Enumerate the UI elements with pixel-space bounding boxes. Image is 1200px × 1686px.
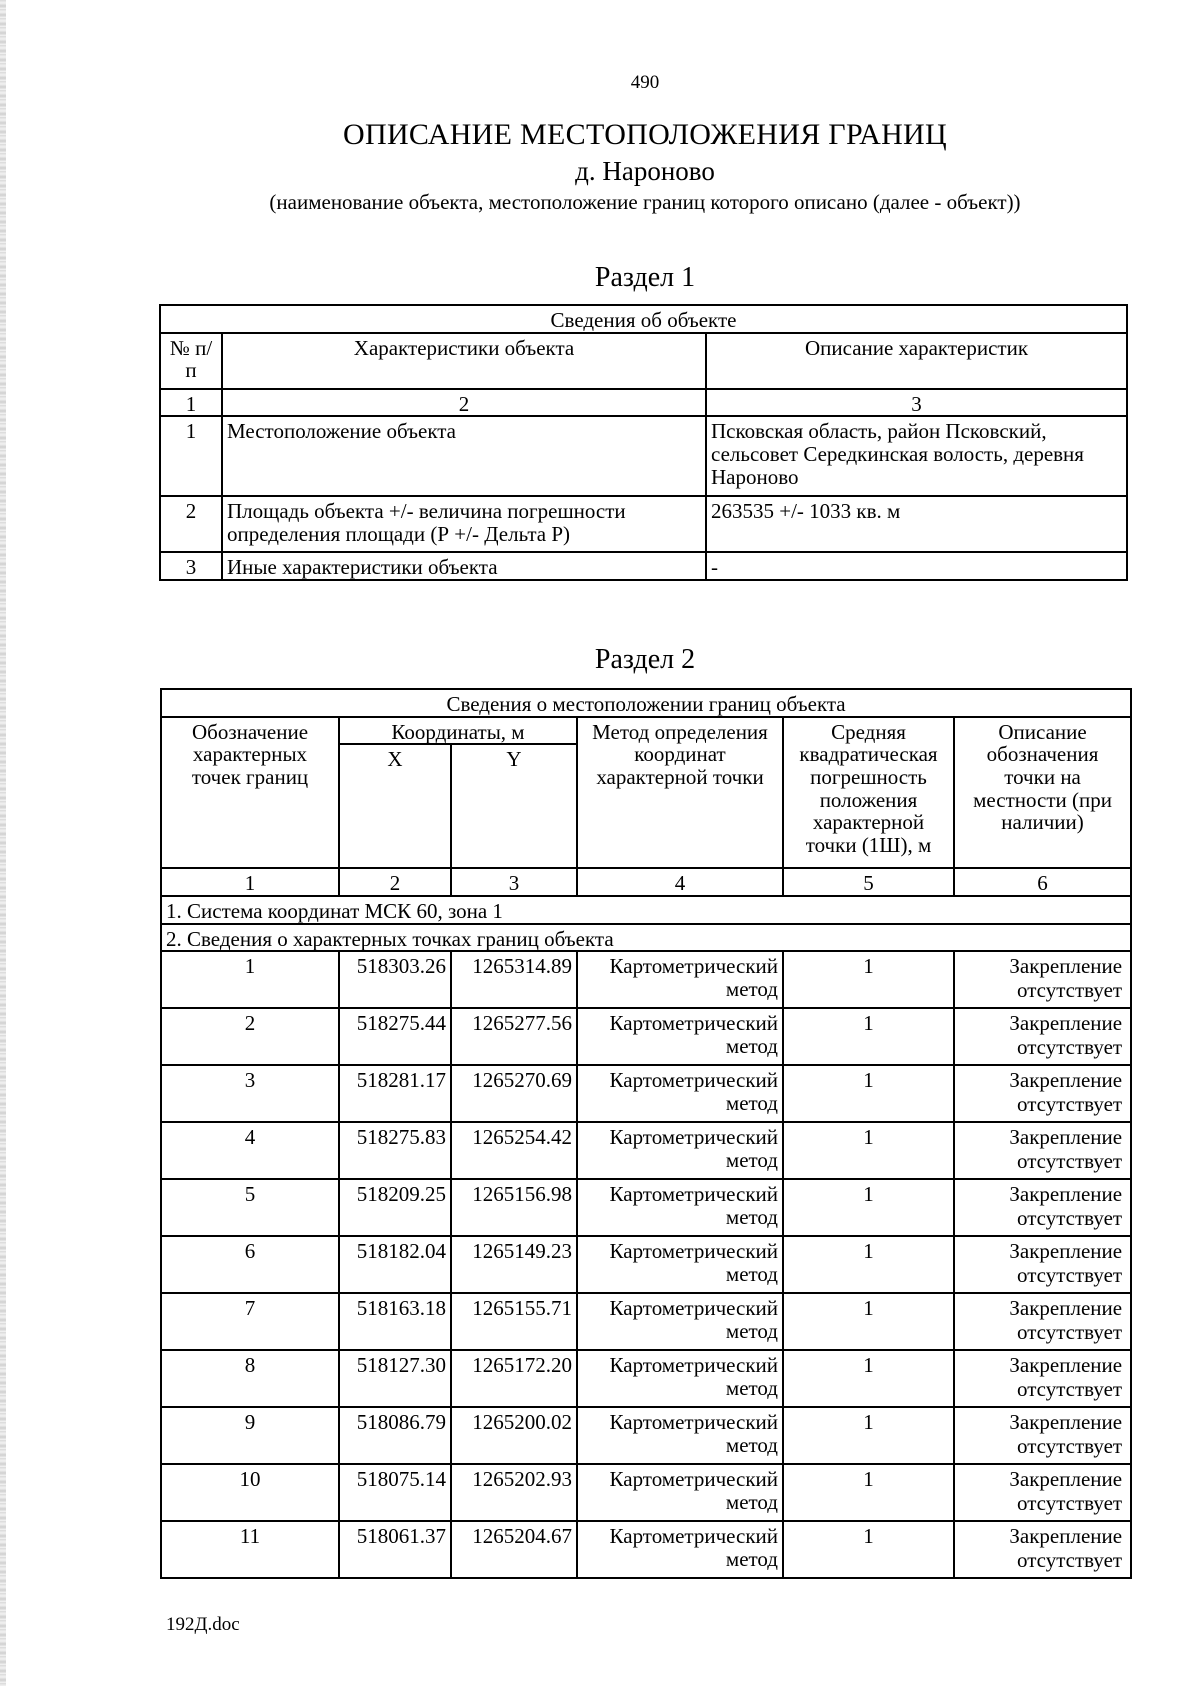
- col-number: 3: [706, 389, 1127, 417]
- col-header: Характеристики объекта: [222, 333, 706, 389]
- coord-y: 1265314.89: [451, 951, 577, 1008]
- table-row: [161, 1407, 1131, 1464]
- table-row: [161, 1236, 1131, 1293]
- characteristic-value: 263535 +/- 1033 кв. м: [706, 496, 1127, 552]
- col-header-coords: Координаты, м: [339, 717, 577, 745]
- method: Картометрический метод: [577, 1065, 783, 1122]
- characteristic-name: Площадь объекта +/- величина погрешности определения площади (Р +/- Дельта Р): [222, 496, 706, 552]
- coordinate-system-row: 1. Система координат МСК 60, зона 1: [161, 896, 1131, 924]
- coord-y: 1265155.71: [451, 1293, 577, 1350]
- coord-x: 518182.04: [339, 1236, 451, 1293]
- col-number: 4: [577, 868, 783, 896]
- row-number: 2: [160, 496, 222, 552]
- point-id: 6: [161, 1236, 339, 1293]
- coord-x: 518127.30: [339, 1350, 451, 1407]
- coord-x: 518209.25: [339, 1179, 451, 1236]
- page-number: 490: [630, 72, 660, 93]
- method: Картометрический метод: [577, 1464, 783, 1521]
- points-section-row: 2. Сведения о характерных точках границ объекта: [161, 924, 1131, 952]
- table-row: [161, 1521, 1131, 1578]
- characteristic-name: Иные характеристики объекта: [222, 552, 706, 580]
- object-info-table: [159, 304, 1128, 581]
- col-number: 6: [954, 868, 1131, 896]
- col-number: 1: [161, 868, 339, 896]
- col-header-x: X: [339, 744, 451, 868]
- col-number: 2: [339, 868, 451, 896]
- method: Картометрический метод: [577, 1122, 783, 1179]
- error-value: 1: [783, 1065, 954, 1122]
- error-value: 1: [783, 1521, 954, 1578]
- error-value: 1: [783, 1236, 954, 1293]
- error-value: 1: [783, 1122, 954, 1179]
- characteristic-name: Местоположение объекта: [222, 416, 706, 496]
- point-id: 7: [161, 1293, 339, 1350]
- coord-y: 1265172.20: [451, 1350, 577, 1407]
- coord-y: 1265254.42: [451, 1122, 577, 1179]
- scan-edge: [0, 0, 6, 1686]
- characteristic-value: Псковская область, район Псковский, сельсовет Середкинская волость, деревня Нароново: [706, 416, 1127, 496]
- coord-y: 1265156.98: [451, 1179, 577, 1236]
- point-description: Закрепление отсутствует: [954, 951, 1131, 1008]
- method: Картометрический метод: [577, 1521, 783, 1578]
- error-value: 1: [783, 1293, 954, 1350]
- file-name-footer: 192Д.doc: [166, 1614, 240, 1635]
- points-body: [161, 951, 1131, 1578]
- method: Картометрический метод: [577, 1407, 783, 1464]
- table-row: [160, 552, 1127, 580]
- col-header-desc: Описание обозначения точки на местности (при наличии): [954, 717, 1131, 869]
- coord-y: 1265149.23: [451, 1236, 577, 1293]
- point-id: 2: [161, 1008, 339, 1065]
- error-value: 1: [783, 1464, 954, 1521]
- table-row: [161, 951, 1131, 1008]
- coord-x: 518303.26: [339, 951, 451, 1008]
- table-row: [160, 496, 1127, 552]
- col-number: 3: [451, 868, 577, 896]
- method: Картометрический метод: [577, 1293, 783, 1350]
- coord-y: 1265204.67: [451, 1521, 577, 1578]
- coord-x: 518061.37: [339, 1521, 451, 1578]
- point-id: 10: [161, 1464, 339, 1521]
- col-header-y: Y: [451, 744, 577, 868]
- point-description: Закрепление отсутствует: [954, 1464, 1131, 1521]
- point-description: Закрепление отсутствует: [954, 1521, 1131, 1578]
- boundary-points-table: [160, 688, 1132, 1579]
- coord-x: 518086.79: [339, 1407, 451, 1464]
- method: Картометрический метод: [577, 1350, 783, 1407]
- point-id: 5: [161, 1179, 339, 1236]
- characteristic-value: -: [706, 552, 1127, 580]
- column-numbers-row: [161, 868, 1131, 896]
- table-row: [160, 416, 1127, 496]
- row-number: 1: [160, 416, 222, 496]
- section-1-heading: Раздел 1: [594, 262, 696, 293]
- method: Картометрический метод: [577, 951, 783, 1008]
- point-id: 4: [161, 1122, 339, 1179]
- table-row: [161, 1350, 1131, 1407]
- table-row: [161, 1065, 1131, 1122]
- point-description: Закрепление отсутствует: [954, 1293, 1131, 1350]
- method: Картометрический метод: [577, 1236, 783, 1293]
- col-number: 5: [783, 868, 954, 896]
- col-header: Описание характеристик: [706, 333, 1127, 389]
- document-title: ОПИСАНИЕ МЕСТОПОЛОЖЕНИЯ ГРАНИЦ: [343, 118, 947, 151]
- object-name: д. Нароново: [575, 156, 715, 186]
- coord-x: 518163.18: [339, 1293, 451, 1350]
- col-header-error: Средняя квадратическая погрешность положения характерной точки (1Ш), м: [783, 717, 954, 869]
- point-id: 11: [161, 1521, 339, 1578]
- col-number: 1: [160, 389, 222, 417]
- table-title: Сведения о местоположении границ объекта: [161, 689, 1131, 717]
- col-number: 2: [222, 389, 706, 417]
- point-description: Закрепление отсутствует: [954, 1179, 1131, 1236]
- point-id: 3: [161, 1065, 339, 1122]
- point-description: Закрепление отсутствует: [954, 1065, 1131, 1122]
- point-description: Закрепление отсутствует: [954, 1236, 1131, 1293]
- point-id: 9: [161, 1407, 339, 1464]
- col-header-point: Обозначение характерных точек границ: [161, 717, 339, 869]
- table-title: Сведения об объекте: [160, 305, 1127, 333]
- point-id: 1: [161, 951, 339, 1008]
- point-id: 8: [161, 1350, 339, 1407]
- table-row: [161, 1464, 1131, 1521]
- method: Картометрический метод: [577, 1008, 783, 1065]
- table-row: [161, 1293, 1131, 1350]
- coord-y: 1265270.69: [451, 1065, 577, 1122]
- coord-y: 1265200.02: [451, 1407, 577, 1464]
- col-header-method: Метод определения координат характерной точки: [577, 717, 783, 869]
- coord-x: 518281.17: [339, 1065, 451, 1122]
- table-row: [161, 1008, 1131, 1065]
- table-row: [161, 1179, 1131, 1236]
- section-2-heading: Раздел 2: [594, 644, 696, 675]
- point-description: Закрепление отсутствует: [954, 1350, 1131, 1407]
- point-description: Закрепление отсутствует: [954, 1122, 1131, 1179]
- coord-x: 518275.83: [339, 1122, 451, 1179]
- coord-y: 1265277.56: [451, 1008, 577, 1065]
- coord-x: 518275.44: [339, 1008, 451, 1065]
- object-caption: (наименование объекта, местоположение границ которого описано (далее - объект)): [269, 190, 1021, 214]
- point-description: Закрепление отсутствует: [954, 1407, 1131, 1464]
- point-description: Закрепление отсутствует: [954, 1008, 1131, 1065]
- coord-y: 1265202.93: [451, 1464, 577, 1521]
- coord-x: 518075.14: [339, 1464, 451, 1521]
- row-number: 3: [160, 552, 222, 580]
- error-value: 1: [783, 1008, 954, 1065]
- method: Картометрический метод: [577, 1179, 783, 1236]
- table-row: [161, 1122, 1131, 1179]
- error-value: 1: [783, 1179, 954, 1236]
- col-header: № п/п: [160, 333, 222, 389]
- error-value: 1: [783, 1350, 954, 1407]
- error-value: 1: [783, 951, 954, 1008]
- error-value: 1: [783, 1407, 954, 1464]
